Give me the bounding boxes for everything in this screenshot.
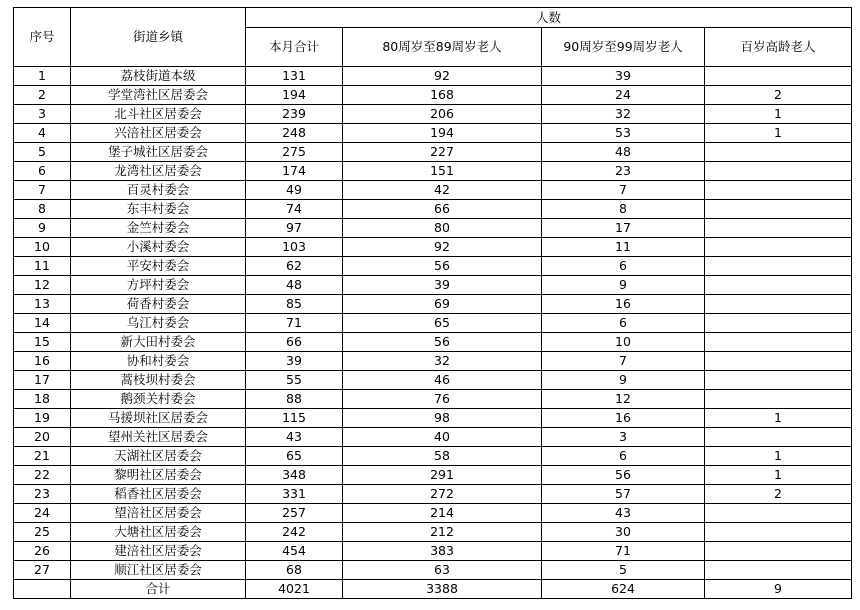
row-age-100-cell — [705, 181, 852, 200]
row-street-name-cell: 望涪社区居委会 — [71, 504, 246, 523]
header-age-80-89: 80周岁至89周岁老人 — [343, 28, 542, 67]
table-row — [14, 352, 852, 371]
row-street-name-cell: 马援坝社区居委会 — [71, 409, 246, 428]
table-body — [14, 67, 852, 580]
row-month-total-cell: 275 — [246, 143, 343, 162]
row-seq-cell: 7 — [14, 181, 71, 200]
row-month-total-cell: 115 — [246, 409, 343, 428]
row-age-80-89-cell: 92 — [343, 67, 542, 86]
row-age-90-99-cell: 8 — [542, 200, 705, 219]
table-row — [14, 504, 852, 523]
row-age-90-99-cell: 71 — [542, 542, 705, 561]
row-age-80-89-cell: 39 — [343, 276, 542, 295]
row-age-90-99-cell: 48 — [542, 143, 705, 162]
row-age-90-99-cell: 23 — [542, 162, 705, 181]
row-age-80-89-cell: 212 — [343, 523, 542, 542]
table-row — [14, 561, 852, 580]
row-seq-cell: 9 — [14, 219, 71, 238]
table-row — [14, 257, 852, 276]
row-month-total-cell: 331 — [246, 485, 343, 504]
row-month-total-cell: 43 — [246, 428, 343, 447]
row-age-90-99-cell: 53 — [542, 124, 705, 143]
row-age-90-99-cell: 6 — [542, 257, 705, 276]
row-age-100-cell — [705, 504, 852, 523]
row-street-name-cell: 龙湾社区居委会 — [71, 162, 246, 181]
table-row — [14, 428, 852, 447]
row-month-total-cell: 242 — [246, 523, 343, 542]
row-month-total-cell: 348 — [246, 466, 343, 485]
row-street-name-cell: 金竺村委会 — [71, 219, 246, 238]
totals-seq-cell — [14, 580, 71, 599]
row-street-name-cell: 平安村委会 — [71, 257, 246, 276]
table-row — [14, 447, 852, 466]
row-age-80-89-cell: 206 — [343, 105, 542, 124]
row-street-name-cell: 方坪村委会 — [71, 276, 246, 295]
row-age-80-89-cell: 40 — [343, 428, 542, 447]
row-age-100-cell: 1 — [705, 466, 852, 485]
row-age-80-89-cell: 32 — [343, 352, 542, 371]
row-age-100-cell — [705, 162, 852, 181]
row-age-90-99-cell: 6 — [542, 314, 705, 333]
row-age-90-99-cell: 7 — [542, 352, 705, 371]
table-row — [14, 333, 852, 352]
row-street-name-cell: 学堂湾社区居委会 — [71, 86, 246, 105]
row-street-name-cell: 大塘社区居委会 — [71, 523, 246, 542]
row-street-name-cell: 小溪村委会 — [71, 238, 246, 257]
row-age-80-89-cell: 227 — [343, 143, 542, 162]
row-age-90-99-cell: 24 — [542, 86, 705, 105]
row-seq-cell: 24 — [14, 504, 71, 523]
row-seq-cell: 2 — [14, 86, 71, 105]
row-seq-cell: 14 — [14, 314, 71, 333]
row-month-total-cell: 62 — [246, 257, 343, 276]
row-street-name-cell: 兴涪社区居委会 — [71, 124, 246, 143]
row-age-100-cell — [705, 67, 852, 86]
row-seq-cell: 5 — [14, 143, 71, 162]
row-seq-cell: 22 — [14, 466, 71, 485]
totals-month-total: 4021 — [246, 580, 343, 599]
row-age-80-89-cell: 69 — [343, 295, 542, 314]
row-month-total-cell: 48 — [246, 276, 343, 295]
row-street-name-cell: 东丰村委会 — [71, 200, 246, 219]
row-seq-cell: 4 — [14, 124, 71, 143]
row-month-total-cell: 66 — [246, 333, 343, 352]
row-age-90-99-cell: 9 — [542, 371, 705, 390]
row-age-90-99-cell: 12 — [542, 390, 705, 409]
table-row — [14, 181, 852, 200]
row-seq-cell: 16 — [14, 352, 71, 371]
row-age-80-89-cell: 66 — [343, 200, 542, 219]
row-age-80-89-cell: 168 — [343, 86, 542, 105]
row-age-80-89-cell: 80 — [343, 219, 542, 238]
row-seq-cell: 12 — [14, 276, 71, 295]
row-month-total-cell: 71 — [246, 314, 343, 333]
row-street-name-cell: 荷香村委会 — [71, 295, 246, 314]
row-month-total-cell: 55 — [246, 371, 343, 390]
row-month-total-cell: 39 — [246, 352, 343, 371]
row-age-100-cell — [705, 371, 852, 390]
header-street: 街道乡镇 — [71, 8, 246, 67]
table-row — [14, 143, 852, 162]
row-seq-cell: 6 — [14, 162, 71, 181]
row-month-total-cell: 454 — [246, 542, 343, 561]
row-seq-cell: 19 — [14, 409, 71, 428]
row-age-100-cell — [705, 276, 852, 295]
row-seq-cell: 21 — [14, 447, 71, 466]
row-street-name-cell: 顺江社区居委会 — [71, 561, 246, 580]
row-age-90-99-cell: 17 — [542, 219, 705, 238]
table-row — [14, 295, 852, 314]
table-row — [14, 542, 852, 561]
row-street-name-cell: 天湖社区居委会 — [71, 447, 246, 466]
row-age-90-99-cell: 16 — [542, 295, 705, 314]
row-seq-cell: 17 — [14, 371, 71, 390]
row-month-total-cell: 74 — [246, 200, 343, 219]
row-age-90-99-cell: 6 — [542, 447, 705, 466]
table-row — [14, 523, 852, 542]
row-age-80-89-cell: 58 — [343, 447, 542, 466]
row-street-name-cell: 乌江村委会 — [71, 314, 246, 333]
row-seq-cell: 23 — [14, 485, 71, 504]
row-age-90-99-cell: 16 — [542, 409, 705, 428]
row-age-100-cell — [705, 219, 852, 238]
row-street-name-cell: 新大田村委会 — [71, 333, 246, 352]
row-seq-cell: 20 — [14, 428, 71, 447]
table-row — [14, 314, 852, 333]
row-age-100-cell: 2 — [705, 485, 852, 504]
row-age-90-99-cell: 43 — [542, 504, 705, 523]
row-street-name-cell: 堡子城社区居委会 — [71, 143, 246, 162]
row-age-100-cell: 1 — [705, 124, 852, 143]
row-seq-cell: 18 — [14, 390, 71, 409]
header-age-100: 百岁高龄老人 — [705, 28, 852, 67]
row-age-90-99-cell: 11 — [542, 238, 705, 257]
row-age-80-89-cell: 194 — [343, 124, 542, 143]
row-street-name-cell: 蒿枝坝村委会 — [71, 371, 246, 390]
row-age-100-cell — [705, 200, 852, 219]
row-age-80-89-cell: 272 — [343, 485, 542, 504]
row-age-80-89-cell: 46 — [343, 371, 542, 390]
header-people: 人数 — [246, 8, 852, 28]
row-age-100-cell: 1 — [705, 447, 852, 466]
row-age-90-99-cell: 32 — [542, 105, 705, 124]
table-row — [14, 67, 852, 86]
row-age-100-cell — [705, 333, 852, 352]
row-street-name-cell: 黎明社区居委会 — [71, 466, 246, 485]
row-seq-cell: 15 — [14, 333, 71, 352]
row-age-100-cell — [705, 428, 852, 447]
row-age-80-89-cell: 98 — [343, 409, 542, 428]
row-age-100-cell — [705, 238, 852, 257]
row-age-90-99-cell: 39 — [542, 67, 705, 86]
row-street-name-cell: 荔枝街道本级 — [71, 67, 246, 86]
row-month-total-cell: 68 — [246, 561, 343, 580]
table-row — [14, 162, 852, 181]
table-wrapper — [13, 7, 860, 599]
row-age-100-cell: 2 — [705, 86, 852, 105]
table-row — [14, 219, 852, 238]
row-age-100-cell — [705, 314, 852, 333]
row-age-100-cell — [705, 542, 852, 561]
row-month-total-cell: 49 — [246, 181, 343, 200]
table-row — [14, 105, 852, 124]
totals-age-80-89: 3388 — [343, 580, 542, 599]
row-seq-cell: 1 — [14, 67, 71, 86]
row-seq-cell: 8 — [14, 200, 71, 219]
row-age-80-89-cell: 56 — [343, 257, 542, 276]
table-row — [14, 409, 852, 428]
row-month-total-cell: 65 — [246, 447, 343, 466]
header-row-1 — [14, 8, 852, 28]
row-street-name-cell: 稻香社区居委会 — [71, 485, 246, 504]
totals-age-100: 9 — [705, 580, 852, 599]
row-month-total-cell: 194 — [246, 86, 343, 105]
row-age-100-cell — [705, 561, 852, 580]
row-month-total-cell: 85 — [246, 295, 343, 314]
row-age-80-89-cell: 63 — [343, 561, 542, 580]
row-month-total-cell: 88 — [246, 390, 343, 409]
table-row — [14, 200, 852, 219]
header-seq: 序号 — [14, 8, 71, 67]
row-age-90-99-cell: 56 — [542, 466, 705, 485]
row-month-total-cell: 257 — [246, 504, 343, 523]
row-age-100-cell — [705, 352, 852, 371]
row-seq-cell: 13 — [14, 295, 71, 314]
row-age-80-89-cell: 65 — [343, 314, 542, 333]
table-row — [14, 124, 852, 143]
row-age-80-89-cell: 92 — [343, 238, 542, 257]
row-age-80-89-cell: 56 — [343, 333, 542, 352]
row-age-80-89-cell: 214 — [343, 504, 542, 523]
row-age-100-cell — [705, 390, 852, 409]
row-age-90-99-cell: 7 — [542, 181, 705, 200]
row-street-name-cell: 北斗社区居委会 — [71, 105, 246, 124]
row-age-100-cell — [705, 257, 852, 276]
row-age-90-99-cell: 57 — [542, 485, 705, 504]
row-age-100-cell — [705, 523, 852, 542]
row-age-80-89-cell: 42 — [343, 181, 542, 200]
table-row — [14, 390, 852, 409]
table-row — [14, 276, 852, 295]
row-age-90-99-cell: 9 — [542, 276, 705, 295]
row-seq-cell: 27 — [14, 561, 71, 580]
table-row — [14, 466, 852, 485]
row-month-total-cell: 239 — [246, 105, 343, 124]
totals-row — [14, 580, 852, 599]
row-street-name-cell: 鹅颈关村委会 — [71, 390, 246, 409]
row-street-name-cell: 协和村委会 — [71, 352, 246, 371]
row-age-100-cell — [705, 143, 852, 162]
elderly-statistics-table — [13, 7, 852, 599]
row-street-name-cell: 百灵村委会 — [71, 181, 246, 200]
row-age-100-cell — [705, 295, 852, 314]
row-seq-cell: 11 — [14, 257, 71, 276]
row-street-name-cell: 建涪社区居委会 — [71, 542, 246, 561]
row-age-90-99-cell: 30 — [542, 523, 705, 542]
row-age-80-89-cell: 151 — [343, 162, 542, 181]
row-age-100-cell: 1 — [705, 409, 852, 428]
row-seq-cell: 26 — [14, 542, 71, 561]
totals-age-90-99: 624 — [542, 580, 705, 599]
header-age-90-99: 90周岁至99周岁老人 — [542, 28, 705, 67]
row-seq-cell: 3 — [14, 105, 71, 124]
row-age-80-89-cell: 291 — [343, 466, 542, 485]
header-month-total: 本月合计 — [246, 28, 343, 67]
table-row — [14, 238, 852, 257]
totals-label: 合计 — [71, 580, 246, 599]
table-row — [14, 371, 852, 390]
row-month-total-cell: 248 — [246, 124, 343, 143]
row-street-name-cell: 望州关社区居委会 — [71, 428, 246, 447]
row-month-total-cell: 103 — [246, 238, 343, 257]
row-age-80-89-cell: 383 — [343, 542, 542, 561]
row-age-90-99-cell: 5 — [542, 561, 705, 580]
row-seq-cell: 25 — [14, 523, 71, 542]
table-row — [14, 485, 852, 504]
row-age-90-99-cell: 3 — [542, 428, 705, 447]
row-age-90-99-cell: 10 — [542, 333, 705, 352]
table-row — [14, 86, 852, 105]
row-month-total-cell: 174 — [246, 162, 343, 181]
row-age-100-cell: 1 — [705, 105, 852, 124]
row-age-80-89-cell: 76 — [343, 390, 542, 409]
row-seq-cell: 10 — [14, 238, 71, 257]
row-month-total-cell: 131 — [246, 67, 343, 86]
row-month-total-cell: 97 — [246, 219, 343, 238]
